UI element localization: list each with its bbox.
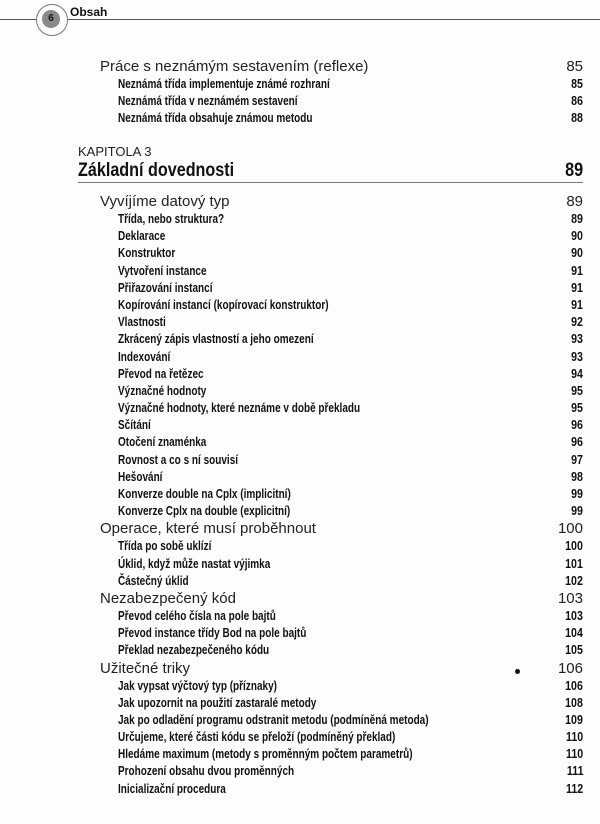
entry-page: 91 xyxy=(571,263,583,278)
entry-page: 94 xyxy=(571,366,583,381)
toc-entry xyxy=(0,76,600,93)
section-page: 100 xyxy=(557,520,583,538)
toc-entry xyxy=(0,280,600,297)
section-page: 103 xyxy=(557,589,583,607)
toc-entry xyxy=(0,383,600,400)
entry-title: Třída, nebo struktura? xyxy=(118,212,225,226)
toc-entry xyxy=(0,331,600,348)
entry-page: 89 xyxy=(571,212,583,226)
entry-page: 90 xyxy=(571,246,583,261)
entry-title: Konverze double na Cplx (implicitní) xyxy=(118,487,291,501)
header-rule xyxy=(0,19,600,20)
entry-title: Inicializační procedura xyxy=(118,781,226,796)
entry-title: Jak vypsat výčtový typ (příznaky) xyxy=(118,678,277,693)
toc-entry xyxy=(0,349,600,366)
toc-entry xyxy=(0,642,600,659)
entry-page: 111 xyxy=(566,764,583,779)
entry-title: Konverze Cplx na double (explicitní) xyxy=(118,504,291,519)
toc-entry xyxy=(0,228,600,245)
entry-title: Význačné hodnoty xyxy=(118,383,207,398)
entry-title: Úklid, když může nastat výjimka xyxy=(118,556,271,571)
entry-page: 99 xyxy=(571,487,583,501)
entry-page: 101 xyxy=(565,556,583,571)
entry-title: Kopírování instancí (kopírovací konstruktor) xyxy=(118,297,329,312)
entry-title: Třída po sobě uklízí xyxy=(118,539,212,554)
toc-entry xyxy=(0,763,600,780)
entry-title: Hledáme maximum (metody s proměnným počtem parametrů) xyxy=(118,747,413,762)
entry-page: 110 xyxy=(565,730,583,745)
toc-section xyxy=(0,193,600,211)
toc-section xyxy=(0,58,600,76)
chapter-rule xyxy=(78,182,583,183)
entry-title: Hešování xyxy=(118,469,163,484)
toc-chapter xyxy=(0,193,600,798)
entry-page: 95 xyxy=(571,383,583,398)
entry-page: 104 xyxy=(565,626,583,641)
chapter-page: 89 xyxy=(565,160,583,181)
section-page: 106 xyxy=(557,659,583,677)
toc-entry xyxy=(0,556,600,573)
toc-section xyxy=(0,660,600,678)
scan-speck xyxy=(515,669,520,674)
toc-entry xyxy=(0,366,600,383)
entry-title: Neznámá třída implementuje známé rozhraní xyxy=(118,77,330,91)
section-title: Vyvíjíme datový typ xyxy=(100,193,230,210)
toc-entry xyxy=(0,263,600,280)
entry-title: Částečný úklid xyxy=(118,573,189,588)
entry-page: 98 xyxy=(571,469,583,484)
entry-title: Jak upozornit na použití zastaralé metody xyxy=(118,695,317,710)
toc-entry xyxy=(0,314,600,331)
entry-title: Indexování xyxy=(118,349,171,364)
entry-title: Otočení znaménka xyxy=(118,435,207,450)
entry-title: Význačné hodnoty, které neznáme v době překladu xyxy=(118,401,361,416)
entry-title: Přiřazování instancí xyxy=(118,280,213,295)
toc-entry xyxy=(0,729,600,746)
entry-page: 88 xyxy=(571,111,583,126)
section-page: 85 xyxy=(566,58,583,75)
entry-page: 93 xyxy=(571,349,583,364)
toc-entry xyxy=(0,211,600,228)
entry-page: 96 xyxy=(571,418,583,433)
entry-page: 112 xyxy=(565,781,583,796)
entry-title: Překlad nezabezpečeného kódu xyxy=(118,643,270,658)
entry-title: Vytvoření instance xyxy=(118,263,207,278)
entry-page: 93 xyxy=(571,332,583,347)
entry-page: 97 xyxy=(571,452,583,467)
toc-entry xyxy=(0,434,600,451)
entry-title: Převod celého čísla na pole bajtů xyxy=(118,608,276,623)
entry-page: 91 xyxy=(571,297,583,312)
entry-title: Vlastnosti xyxy=(118,315,166,330)
chapter-label: KAPITOLA 3 xyxy=(78,144,152,159)
toc-entry xyxy=(0,486,600,503)
entry-page: 86 xyxy=(571,94,583,109)
entry-page: 85 xyxy=(571,77,583,91)
page-number: 6 xyxy=(42,10,60,28)
entry-page: 100 xyxy=(565,539,583,554)
entry-title: Neznámá třída obsahuje známou metodu xyxy=(118,111,313,126)
toc-entry xyxy=(0,469,600,486)
toc-section xyxy=(0,520,600,538)
toc-entry xyxy=(0,93,600,110)
entry-title: Sčítání xyxy=(118,418,151,433)
entry-title: Konstruktor xyxy=(118,246,176,261)
entry-page: 95 xyxy=(571,401,583,416)
entry-title: Jak po odladění programu odstranit metodu (podmíněná metoda) xyxy=(118,712,429,727)
entry-title: Zkrácený zápis vlastností a jeho omezení xyxy=(118,332,314,347)
toc-entry xyxy=(0,538,600,555)
toc-entry xyxy=(0,781,600,798)
section-title: Nezabezpečený kód xyxy=(100,589,236,607)
toc-entry xyxy=(0,110,600,127)
entry-page: 96 xyxy=(571,435,583,450)
entry-page: 103 xyxy=(565,608,583,623)
entry-page: 105 xyxy=(565,643,583,658)
section-title: Operace, které musí proběhnout xyxy=(100,520,316,538)
toc-entry xyxy=(0,245,600,262)
toc-entry xyxy=(0,678,600,695)
toc-entry xyxy=(0,625,600,642)
toc-entry xyxy=(0,503,600,520)
toc-entry xyxy=(0,746,600,763)
toc-entry xyxy=(0,400,600,417)
entry-title: Rovnost a co s ní souvisí xyxy=(118,452,239,467)
entry-page: 91 xyxy=(571,280,583,295)
entry-page: 99 xyxy=(571,504,583,519)
entry-page: 110 xyxy=(565,747,583,762)
toc-entry xyxy=(0,297,600,314)
entry-title: Neznámá třída v neznámém sestavení xyxy=(118,94,298,109)
section-title: Práce s neznámým sestavením (reflexe) xyxy=(100,58,369,75)
chapter-title: Základní dovednosti xyxy=(78,160,235,181)
entry-page: 102 xyxy=(565,573,583,588)
toc-entry xyxy=(0,573,600,590)
toc-intro xyxy=(0,58,600,128)
section-page: 89 xyxy=(566,193,583,210)
entry-title: Určujeme, které části kódu se přeloží (podmíněný překlad) xyxy=(118,730,396,745)
toc-entry xyxy=(0,695,600,712)
toc-entry xyxy=(0,452,600,469)
toc-section xyxy=(0,590,600,608)
entry-page: 109 xyxy=(565,712,583,727)
entry-page: 92 xyxy=(571,315,583,330)
entry-page: 90 xyxy=(571,229,583,244)
entry-page: 108 xyxy=(565,695,583,710)
entry-title: Prohození obsahu dvou proměnných xyxy=(118,764,295,779)
section-title: Užitečné triky xyxy=(100,659,191,677)
toc-entry xyxy=(0,712,600,729)
entry-title: Deklarace xyxy=(118,229,166,244)
toc-entry xyxy=(0,417,600,434)
entry-title: Převod na řetězec xyxy=(118,366,204,381)
entry-page: 106 xyxy=(565,678,583,693)
toc-entry xyxy=(0,608,600,625)
running-title: Obsah xyxy=(70,5,108,19)
entry-title: Převod instance třídy Bod na pole bajtů xyxy=(118,626,307,641)
